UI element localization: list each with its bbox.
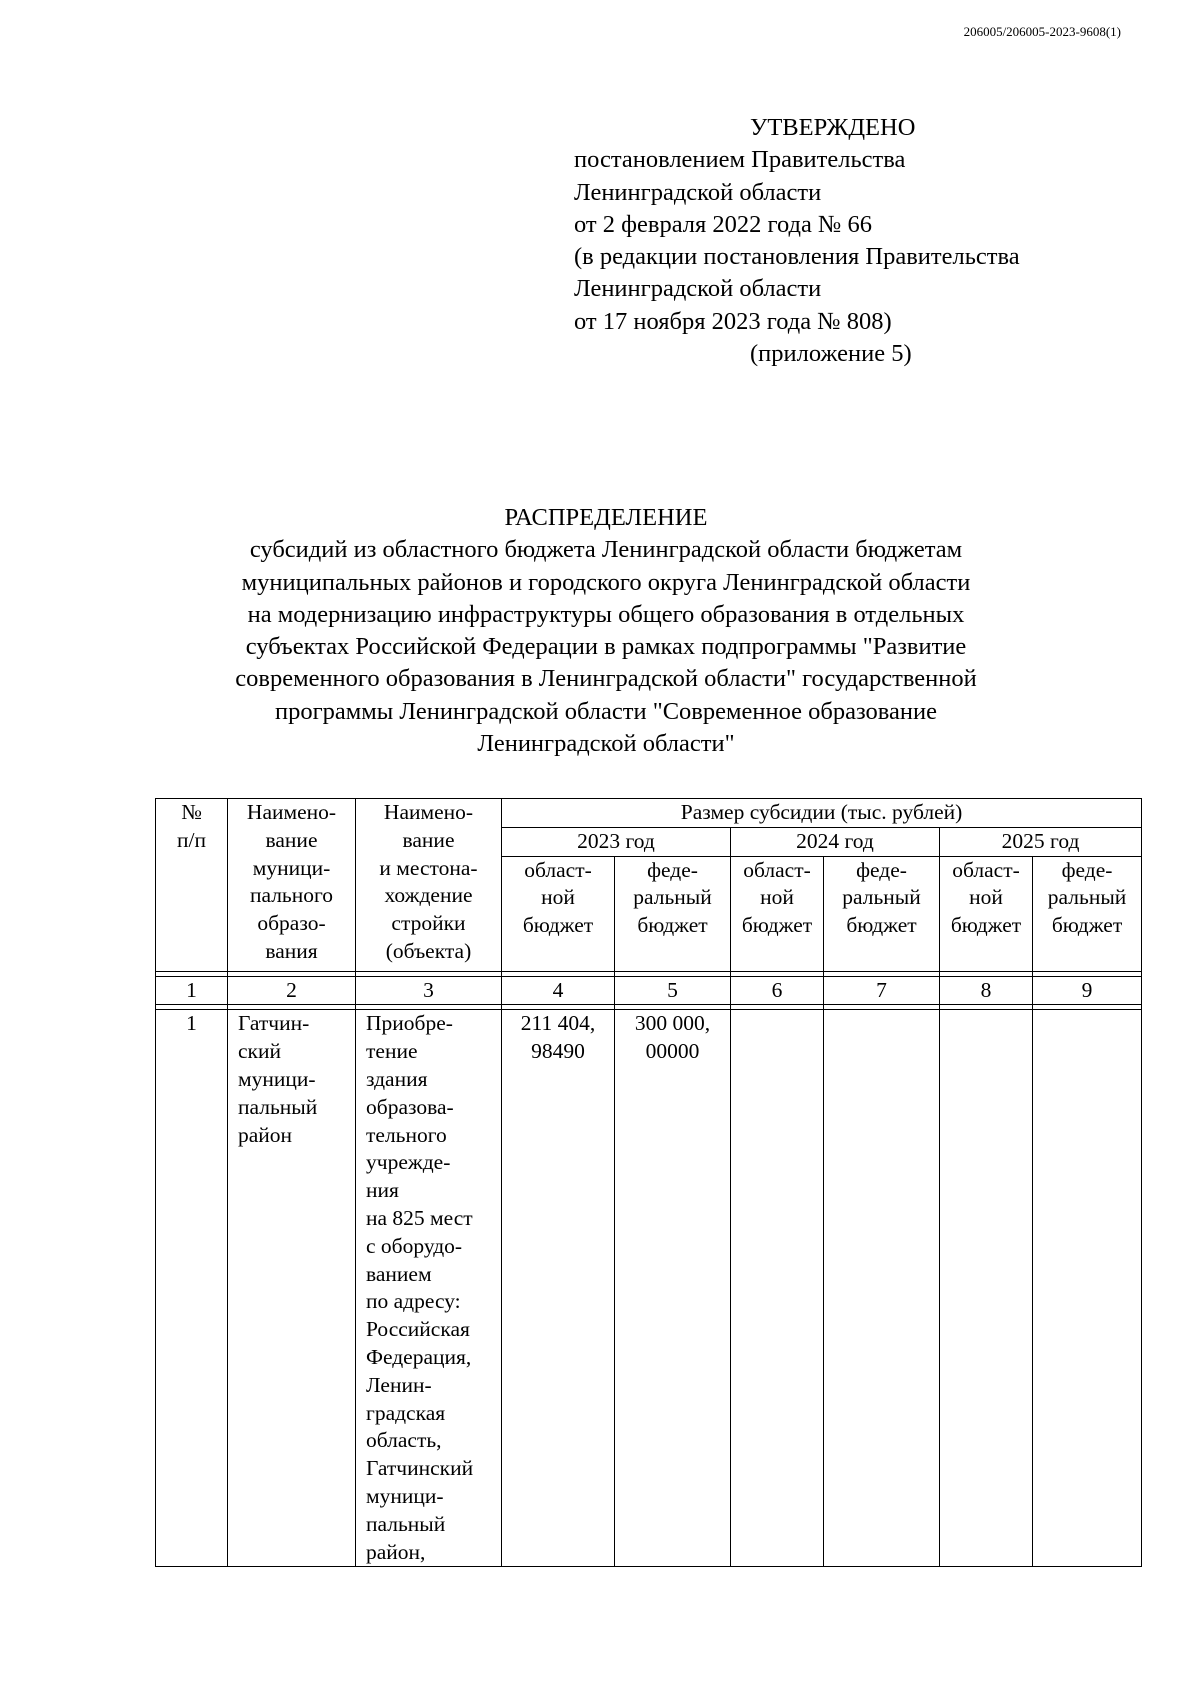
row-2024-federal bbox=[824, 1010, 940, 1567]
column-number: 5 bbox=[615, 976, 731, 1005]
approval-block bbox=[574, 112, 1134, 370]
header-row bbox=[156, 799, 1142, 828]
header-federal-budget: феде- ральный бюджет bbox=[824, 856, 940, 971]
row-2025-regional bbox=[940, 1010, 1033, 1567]
header-regional-budget: област- ной бюджет bbox=[502, 856, 615, 971]
row-2023-regional: 211 404, 98490 bbox=[502, 1010, 615, 1567]
title-heading: РАСПРЕДЕЛЕНИЕ bbox=[504, 504, 708, 531]
approval-line: от 17 ноября 2023 года № 808) bbox=[574, 307, 892, 335]
approval-line: (в редакции постановления Правительства bbox=[574, 243, 1020, 271]
column-number: 7 bbox=[824, 976, 940, 1005]
approval-line: Ленинградской области bbox=[574, 275, 822, 303]
column-number: 9 bbox=[1033, 976, 1142, 1005]
title-line: на модернизацию инфраструктуры общего образования в отдельных bbox=[247, 600, 965, 628]
column-number: 4 bbox=[502, 976, 615, 1005]
document-title bbox=[156, 502, 1056, 760]
header-subsidy: Размер субсидии (тыс. рублей) bbox=[502, 799, 1142, 828]
table-row bbox=[156, 1010, 1142, 1567]
header-year-2023: 2023 год bbox=[502, 827, 731, 856]
approval-line: постановлением Правительства bbox=[574, 146, 906, 174]
title-line: субсидий из областного бюджета Ленинградской области бюджетам bbox=[249, 536, 963, 564]
title-line: муниципальных районов и городского округа Ленинградской области bbox=[241, 568, 971, 596]
approval-line: Ленинградской области bbox=[574, 178, 822, 206]
approval-line: от 2 февраля 2022 года № 66 bbox=[574, 210, 872, 238]
column-number: 3 bbox=[356, 976, 502, 1005]
row-2023-federal: 300 000, 00000 bbox=[615, 1010, 731, 1567]
approval-title: УТВЕРЖДЕНО bbox=[750, 114, 916, 141]
approval-appendix: (приложение 5) bbox=[750, 340, 912, 368]
column-number: 8 bbox=[940, 976, 1033, 1005]
row-2024-regional bbox=[731, 1010, 824, 1567]
document-id: 206005/206005-2023-9608(1) bbox=[963, 24, 1121, 39]
column-number: 6 bbox=[731, 976, 824, 1005]
header-federal-budget: феде- ральный бюджет bbox=[1033, 856, 1142, 971]
row-object: Приобре- тение здания образова- тельного учрежде- ния на 825 мест с оборудо- ванием по адресу: Российская Федерация, Ленин- градская область, Гатчинский муници- пальный район, bbox=[356, 1010, 502, 1567]
column-number: 1 bbox=[156, 976, 228, 1005]
column-number: 2 bbox=[228, 976, 356, 1005]
header-municipality: Наимено- вание муници- пального образо- вания bbox=[228, 799, 356, 972]
header-regional-budget: област- ной бюджет bbox=[731, 856, 824, 971]
row-2025-federal bbox=[1033, 1010, 1142, 1567]
header-object: Наимено- вание и местона- хождение стройки (объекта) bbox=[356, 799, 502, 972]
header-regional-budget: област- ной бюджет bbox=[940, 856, 1033, 971]
title-line: Ленинградской области" bbox=[477, 730, 735, 758]
column-number-row bbox=[156, 976, 1142, 1005]
header-year-2025: 2025 год bbox=[940, 827, 1142, 856]
title-line: субъектах Российской Федерации в рамках подпрограммы "Развитие bbox=[245, 633, 967, 661]
row-num: 1 bbox=[156, 1010, 228, 1567]
row-municipality: Гатчин- ский муници- пальный район bbox=[228, 1010, 356, 1567]
header-year-2024: 2024 год bbox=[731, 827, 940, 856]
title-line: современного образования в Ленинградской области" государственной bbox=[235, 665, 977, 693]
header-num: № п/п bbox=[156, 799, 228, 972]
subsidy-table bbox=[155, 798, 1142, 1567]
title-line: программы Ленинградской области "Современное образование bbox=[275, 697, 937, 725]
header-federal-budget: феде- ральный бюджет bbox=[615, 856, 731, 971]
